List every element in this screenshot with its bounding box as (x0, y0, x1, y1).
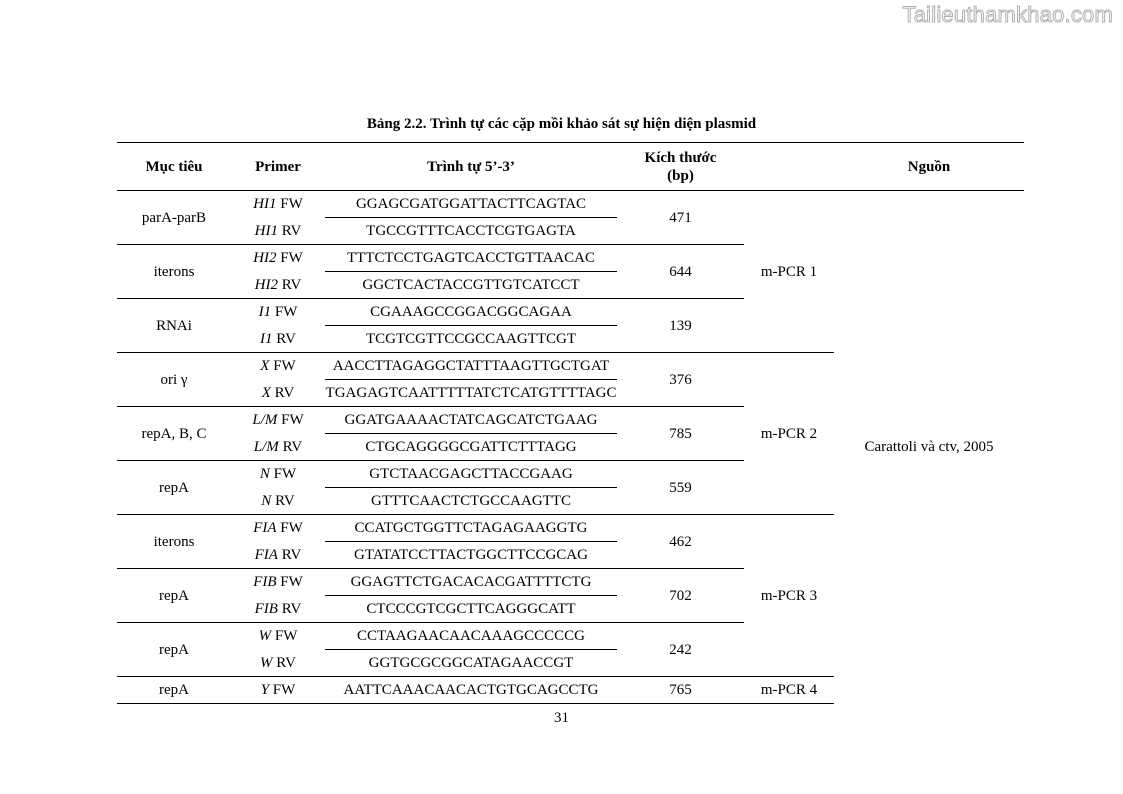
sequence-cell: CGAAAGCCGGACGGCAGAA (325, 299, 617, 326)
size-cell: 471 (617, 191, 744, 245)
target-cell: iterons (117, 245, 231, 299)
sequence-cell: GGATGAAAACTATCAGCATCTGAAG (325, 407, 617, 434)
primer-cell: FIA RV (231, 542, 325, 569)
size-cell: 559 (617, 461, 744, 515)
target-cell: repA (117, 623, 231, 677)
size-cell: 242 (617, 623, 744, 677)
size-cell: 644 (617, 245, 744, 299)
primer-cell: FIB RV (231, 596, 325, 623)
target-cell: repA (117, 569, 231, 623)
primer-cell: W FW (258, 628, 298, 645)
header-size-line2: (bp) (667, 167, 694, 184)
sequence-cell: GTTTCAACTCTGCCAAGTTC (325, 488, 617, 515)
pcr-group-cell: m-PCR 3 (744, 515, 834, 677)
header-sequence: Trình tự 5’-3’ (325, 143, 617, 191)
header-pcr (744, 143, 834, 191)
sequence-cell: GGAGTTCTGACACACGATTTTCTG (325, 569, 617, 596)
sequence-cell: GTCTAACGAGCTTACCGAAG (325, 461, 617, 488)
sequence-cell: CCTAAGAACAACAAAGCCCCCG (325, 623, 617, 650)
target-cell: parA-parB (117, 191, 231, 245)
pcr-group-cell: m-PCR 1 (744, 191, 834, 353)
primer-cell: HI2 RV (231, 272, 325, 299)
header-row (117, 143, 1024, 191)
target-cell: iterons (117, 515, 231, 569)
sequence-cell: GGTGCGCGGCATAGAACCGT (325, 650, 617, 677)
primer-cell: X RV (231, 380, 325, 407)
size-cell: 462 (617, 515, 744, 569)
pcr-group-cell: m-PCR 4 (744, 677, 834, 704)
size-cell: 139 (617, 299, 744, 353)
table-caption: Bảng 2.2. Trình tự các cặp mồi khảo sát sự hiện diện plasmid (366, 116, 757, 132)
source-cell: Carattoli và ctv, 2005 (864, 439, 994, 456)
sequence-cell: CTCCCGTCGCTTCAGGGCATT (325, 596, 617, 623)
primer-cell: W RV (231, 650, 325, 677)
sequence-cell: TCGTCGTTCCGCCAAGTTCGT (325, 326, 617, 353)
primer-cell: I1 RV (231, 326, 325, 353)
primer-table (117, 142, 1024, 704)
header-size (617, 143, 744, 191)
target-cell: repA (117, 461, 231, 515)
sequence-cell: TGCCGTTTCACCTCGTGAGTA (325, 218, 617, 245)
sequence-cell: GGAGCGATGGATTACTTCAGTAC (325, 191, 617, 218)
size-cell: 702 (617, 569, 744, 623)
target-cell: RNAi (117, 299, 231, 353)
primer-cell: HI2 FW (253, 250, 303, 267)
primer-cell: HI1 FW (253, 196, 303, 213)
header-size-line1: Kích thước (644, 149, 717, 166)
target-cell: ori γ (117, 353, 231, 407)
primer-cell: N RV (231, 488, 325, 515)
primer-cell: N FW (259, 466, 297, 483)
primer-cell: HI1 RV (231, 218, 325, 245)
header-source: Nguồn (834, 143, 1024, 191)
header-primer: Primer (231, 143, 325, 191)
target-cell: repA, B, C (117, 407, 231, 461)
sequence-cell: CTGCAGGGGCGATTCTTTAGG (325, 434, 617, 461)
sequence-cell: AATTCAAACAACACTGTGCAGCCTG (325, 677, 617, 704)
primer-cell: I1 FW (258, 304, 298, 321)
primer-cell: Y FW (231, 677, 325, 704)
watermark: Tailieuthamkhao.com (902, 2, 1113, 27)
size-cell: 376 (617, 353, 744, 407)
table-row (117, 191, 1024, 218)
primer-cell: FIB FW (253, 574, 303, 591)
sequence-cell: TTTCTCCTGAGTCACCTGTTAACAC (325, 245, 617, 272)
pcr-group-cell: m-PCR 2 (744, 353, 834, 515)
target-cell: repA (117, 677, 231, 704)
sequence-cell: CCATGCTGGTTCTAGAGAAGGTG (325, 515, 617, 542)
sequence-cell: GGCTCACTACCGTTGTCATCCT (325, 272, 617, 299)
size-cell: 785 (617, 407, 744, 461)
sequence-cell: TGAGAGTCAATTTTTATCTCATGTTTTAGC (325, 380, 617, 407)
header-target: Mục tiêu (117, 143, 231, 191)
primer-cell: L/M RV (231, 434, 325, 461)
primer-cell: X FW (260, 358, 296, 375)
sequence-cell: GTATATCCTTACTGGCTTCCGCAG (325, 542, 617, 569)
page-number: 31 (554, 710, 569, 726)
sequence-cell: AACCTTAGAGGCTATTTAAGTTGCTGAT (325, 353, 617, 380)
primer-cell: FIA FW (253, 520, 303, 537)
primer-cell: L/M FW (252, 412, 304, 429)
size-cell: 765 (617, 677, 744, 704)
